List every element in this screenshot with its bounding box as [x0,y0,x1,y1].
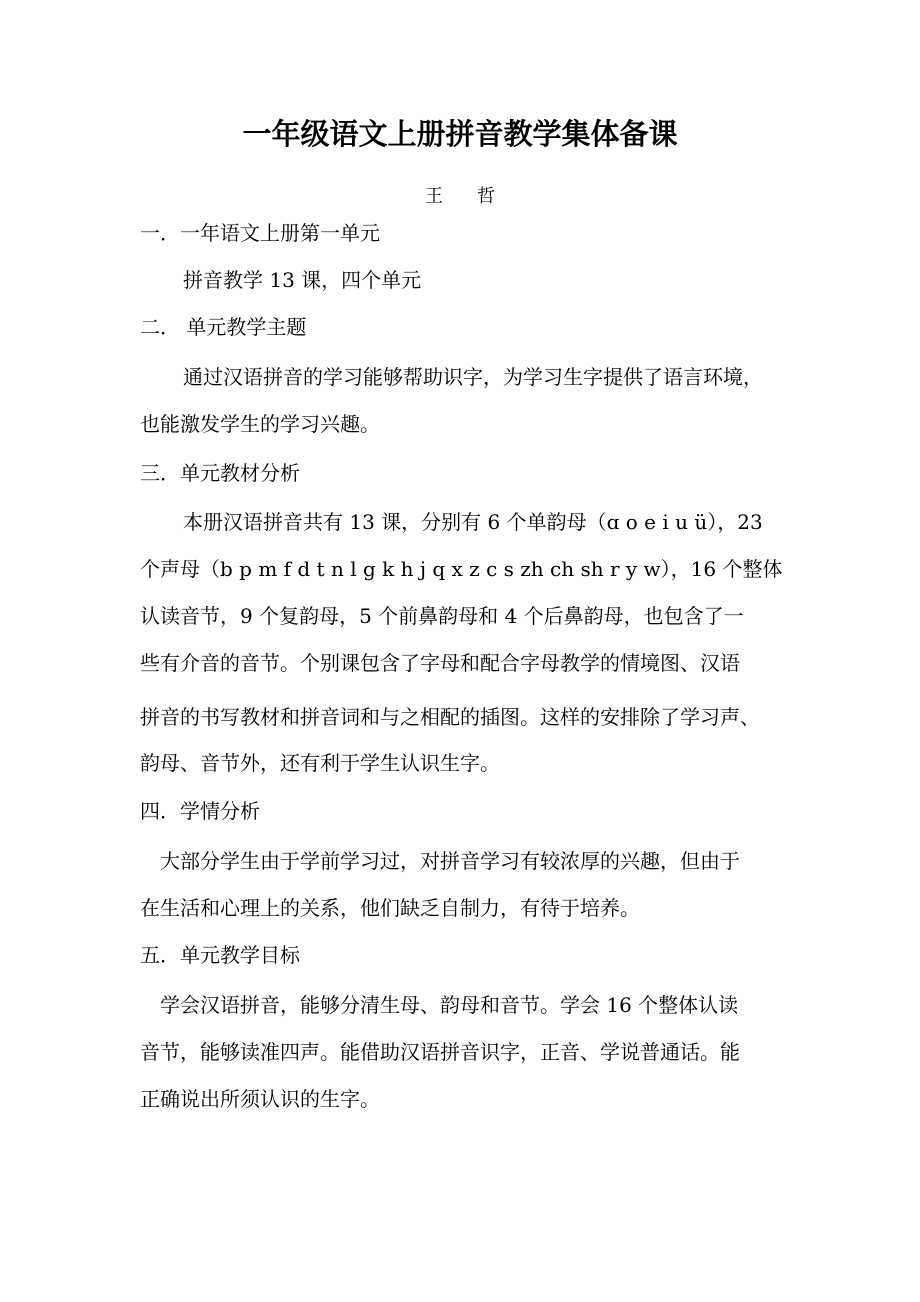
section-2-heading: 二． 单元教学主题 [140,315,307,339]
author-name [0,184,920,210]
section-2-content-line-2: 也能激发学生的学习兴趣。 [140,412,380,436]
section-5-line-2: 音节，能够读准四声。能借助汉语拼音识字，正音、学说普通话。能 [140,1040,740,1064]
section-3-line-2: 个声母（b p m f d t n l g k h j q x z c s zh ch sh r y w），16 个整体 [140,557,783,581]
author-second-part: 哲 [477,186,495,207]
section-4-heading: 四．学情分析 [140,799,260,823]
section-1-content: 拼音教学 13 课，四个单元 [183,268,422,292]
section-3-line-3: 认读音节，9 个复韵母，5 个前鼻韵母和 4 个后鼻韵母，也包含了一 [140,604,744,628]
section-3-line-6: 韵母、音节外，还有利于学生认识生字。 [140,751,500,775]
section-2-content-line-1: 通过汉语拼音的学习能够帮助识字，为学习生字提供了语言环境， [183,365,763,389]
document-title: 一年级语文上册拼音教学集体备课 [242,117,678,151]
section-4-line-2: 在生活和心理上的关系，他们缺乏自制力，有待于培养。 [140,896,640,920]
author-given-part: 王 [425,186,443,207]
section-4-line-1: 大部分学生由于学前学习过，对拼音学习有较浓厚的兴趣，但由于 [160,849,740,873]
section-5-line-3: 正确说出所须认识的生字。 [140,1087,380,1111]
section-1-heading: 一．一年语文上册第一单元 [140,221,380,245]
section-3-heading: 三．单元教材分析 [140,461,300,485]
section-3-line-5: 拼音的书写教材和拼音词和与之相配的插图。这样的安排除了学习声、 [140,705,760,729]
section-5-line-1: 学会汉语拼音，能够分清生母、韵母和音节。学会 16 个整体认读 [160,993,739,1017]
section-5-heading: 五．单元教学目标 [140,943,300,967]
section-3-line-1: 本册汉语拼音共有 13 课，分别有 6 个单韵母（ɑ o e i u ü），23 [183,510,763,534]
section-3-line-4: 些有介音的音节。个别课包含了字母和配合字母教学的情境图、汉语 [140,651,740,675]
